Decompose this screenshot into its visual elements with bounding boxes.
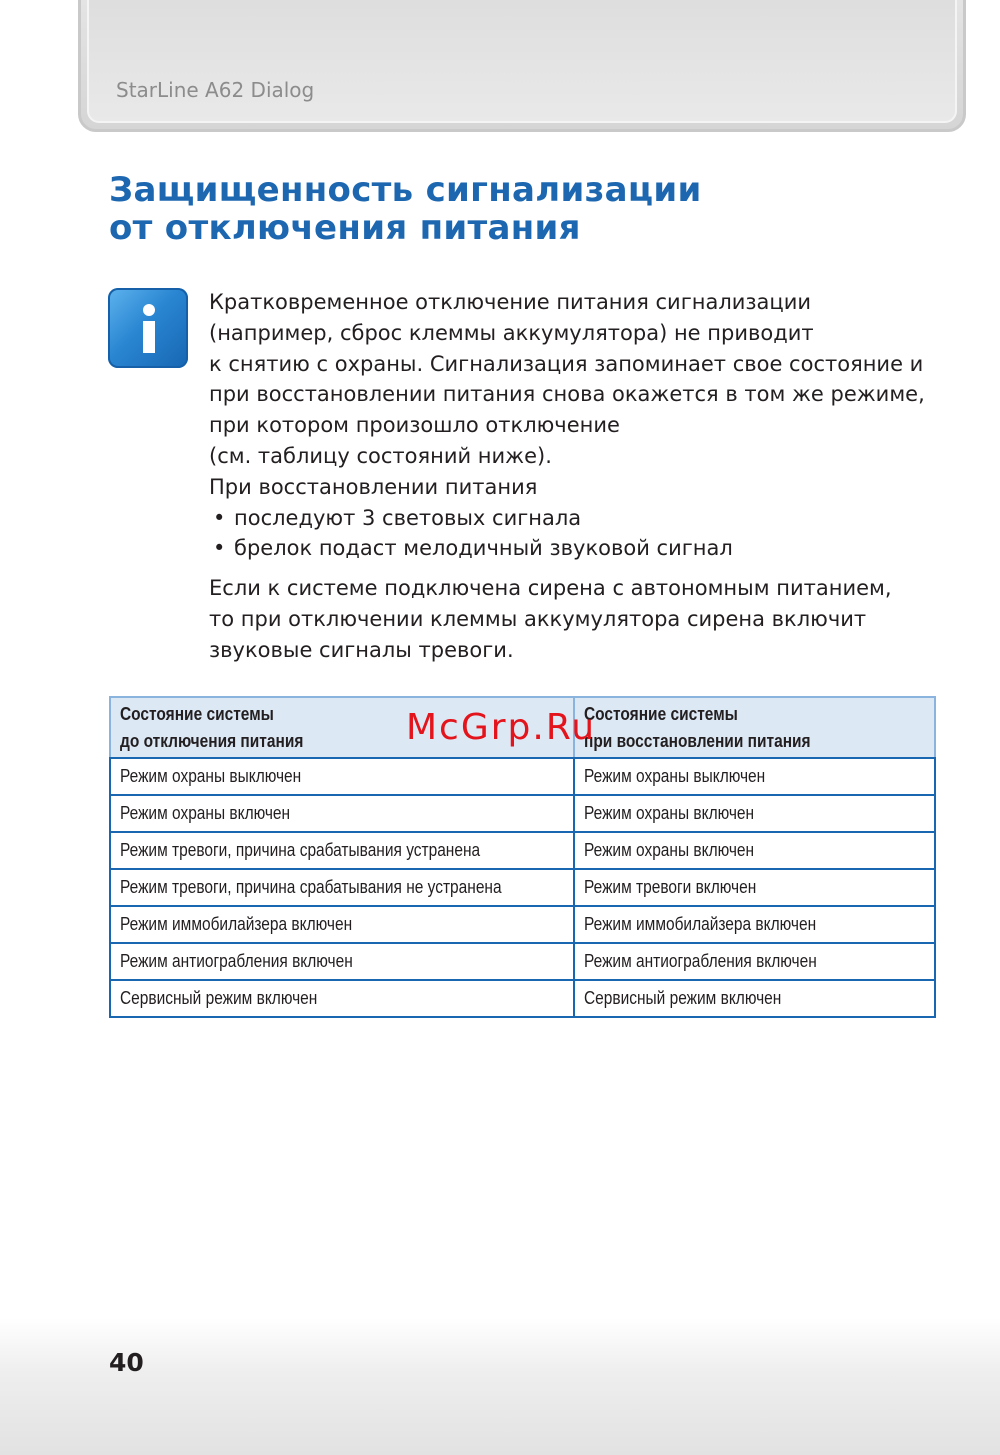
- paragraph-line: Кратковременное отключение питания сигнализации: [209, 290, 812, 314]
- paragraph-line: (например, сброс клеммы аккумулятора) не приводит: [209, 320, 814, 345]
- paragraph-line: Если к системе подключена сирена с автономным питанием,: [209, 576, 892, 600]
- table-row: [110, 869, 935, 906]
- document-title: StarLine A62 Dialog: [116, 78, 315, 102]
- page-title: [109, 171, 702, 247]
- siren-paragraph: [209, 573, 892, 665]
- header-cell-after: [574, 697, 935, 758]
- table-row: [110, 943, 935, 980]
- info-icon-dot: [143, 304, 155, 316]
- watermark: McGrp.Ru: [406, 707, 597, 748]
- table-cell: Режим иммобилайзера включен: [110, 906, 574, 943]
- table-cell: Режим тревоги, причина срабатывания устранена: [110, 832, 574, 869]
- table-cell: Режим охраны включен: [110, 795, 574, 832]
- paragraph-line: к снятию с охраны. Сигнализация запоминает свое состояние и: [209, 351, 924, 376]
- paragraph-line: (см. таблицу состояний ниже).: [209, 443, 552, 468]
- info-icon-bar: [143, 321, 155, 353]
- page-title-line-1: Защищенность сигнализации: [109, 170, 702, 210]
- table-cell: Режим охраны выключен: [574, 758, 935, 795]
- table-cell: Режим тревоги, причина срабатывания не устранена: [110, 869, 574, 906]
- table-cell: Сервисный режим включен: [110, 980, 574, 1017]
- table-cell: Режим антиограбления включен: [110, 943, 574, 980]
- bullet-symbol: •: [213, 505, 226, 530]
- info-icon: [108, 288, 188, 368]
- page-title-line-2: от отключения питания: [109, 208, 581, 248]
- table-cell: Режим антиограбления включен: [574, 943, 935, 980]
- table-cell: Режим охраны включен: [574, 795, 935, 832]
- info-paragraph: [209, 287, 929, 564]
- table-row: [110, 906, 935, 943]
- header-cell-text: Состояние системы: [120, 703, 274, 724]
- table-cell: Режим охраны выключен: [110, 758, 574, 795]
- header-inner: [87, 0, 957, 123]
- bullet-symbol: •: [213, 536, 226, 561]
- paragraph-line: при восстановлении питания снова окажется в том же режиме,: [209, 382, 925, 407]
- table-row: [110, 758, 935, 795]
- header-cell-text: до отключения питания: [120, 730, 304, 751]
- table-cell: Режим охраны включен: [574, 832, 935, 869]
- bullet-text: последуют 3 световых сигнала: [234, 505, 582, 530]
- header-band: [78, 0, 966, 132]
- table-cell: Режим тревоги включен: [574, 869, 935, 906]
- bullet-item: [209, 533, 929, 564]
- paragraph-line: звуковые сигналы тревоги.: [209, 637, 514, 662]
- bullet-item: [209, 503, 929, 534]
- table-cell: Сервисный режим включен: [574, 980, 935, 1017]
- table-cell: Режим иммобилайзера включен: [574, 906, 935, 943]
- paragraph-line: при котором произошло отключение: [209, 413, 620, 438]
- footer-band: [0, 1318, 1000, 1455]
- table-row: [110, 795, 935, 832]
- bullet-text: брелок подаст мелодичный звуковой сигнал: [234, 536, 733, 561]
- header-cell-text: при восстановлении питания: [583, 730, 811, 751]
- page-number: 40: [109, 1348, 144, 1377]
- table-row: [110, 832, 935, 869]
- paragraph-line: При восстановлении питания: [209, 474, 538, 499]
- paragraph-line: то при отключении клеммы аккумулятора сирена включит: [209, 606, 867, 631]
- table-row: [110, 980, 935, 1017]
- header-cell-text: Состояние системы: [583, 703, 738, 724]
